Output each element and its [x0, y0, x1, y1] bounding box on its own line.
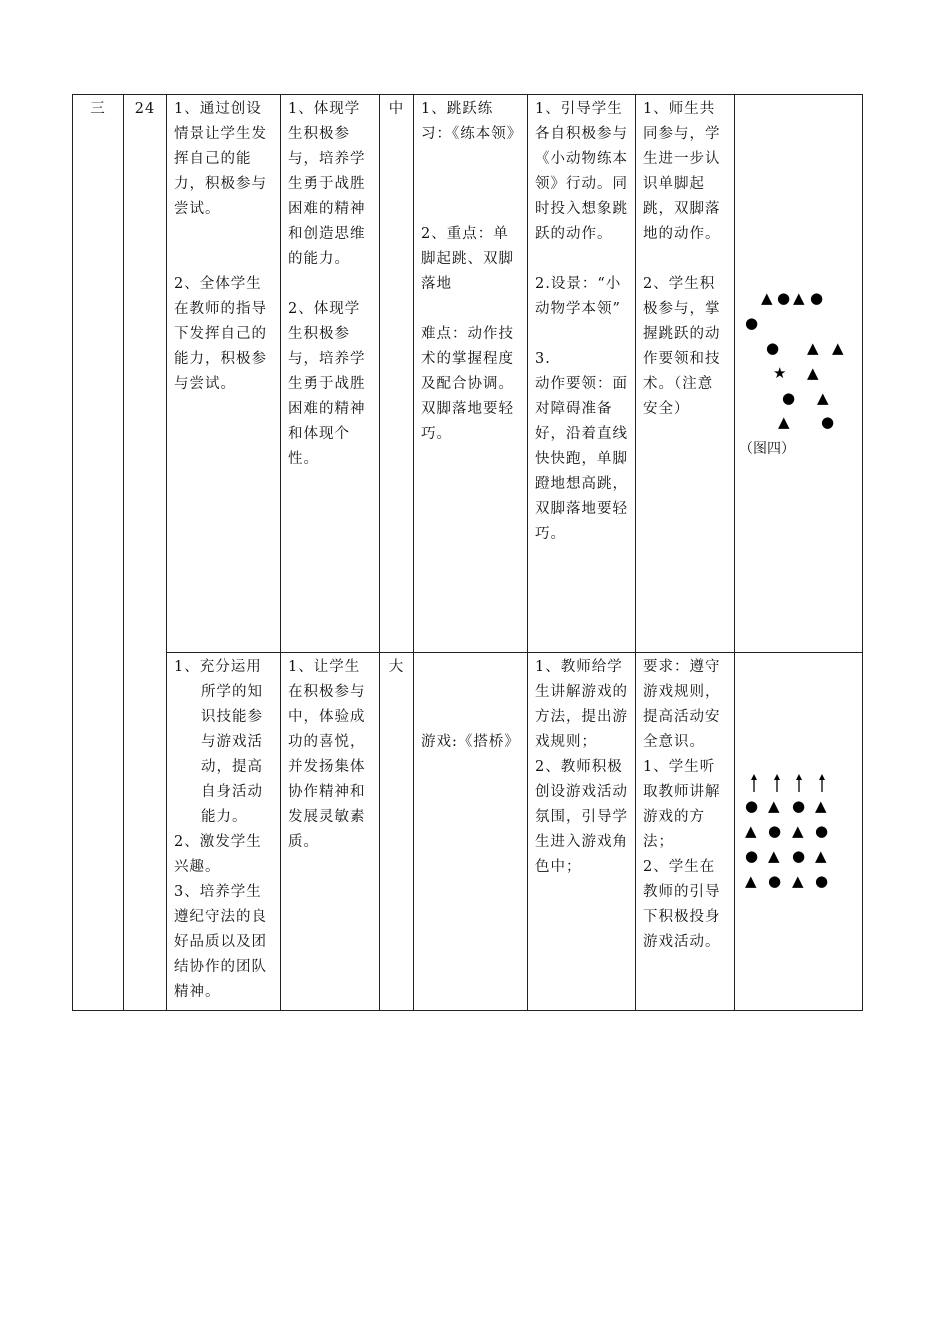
triangle-icon: ▲ — [815, 797, 828, 815]
content-item: 1、跳跃练习：《练本领》 — [421, 101, 523, 142]
triangle-icon: ▲ — [807, 339, 820, 357]
student-item: 2、学生积极参与，掌握跳跃的动作要领和技术。（注意安全） — [643, 276, 721, 417]
objective-item: 1、充分运用所学的知识技能参与游戏活动，提高自身活动能力。 — [174, 659, 263, 825]
triangle-icon: ▲ — [745, 822, 758, 840]
circle-icon: ● — [815, 822, 830, 840]
triangle-icon: ▲ — [778, 413, 791, 431]
student-item: 2、学生在教师的引导下积极投身游戏活动。 — [643, 859, 721, 950]
objective-item: 2、激发学生兴趣。 — [174, 834, 262, 875]
objective-item: 2、全体学生在教师的指导下发挥自己的能力，积极参与尝试。 — [174, 276, 267, 392]
formation-diagram-cell — [735, 95, 863, 653]
teaching-objectives-cell — [167, 95, 281, 653]
formation-diagram-cell — [735, 653, 863, 1011]
triangle-icon: ▲ — [768, 847, 781, 865]
star-icon: ★ — [773, 364, 788, 382]
circle-icon: ● — [745, 797, 760, 815]
teacher-item: 动作要领：面对障碍准备好，沿着直线快快跑，单脚蹬地想高跳，双脚落地要轻巧。 — [535, 376, 628, 542]
section-number: 三 — [73, 95, 124, 1011]
content-item: 难点：动作技术的掌握程度及配合协调。双脚落地要轻巧。 — [421, 326, 514, 442]
arrow-up-icon — [816, 774, 828, 792]
circle-icon: ● — [777, 289, 792, 307]
lesson-plan-table — [72, 94, 863, 1011]
triangle-icon: ▲ — [817, 389, 830, 407]
goals-cell — [281, 95, 380, 653]
student-item: 1、学生听取教师讲解游戏的方法； — [643, 759, 721, 850]
goals-cell — [281, 653, 380, 1011]
triangle-icon: ▲ — [815, 847, 828, 865]
triangle-icon: ▲ — [768, 797, 781, 815]
intensity-cell: 大 — [380, 653, 414, 1011]
teacher-item: 3. — [535, 351, 551, 367]
objective-item: 1、通过创设情景让学生发挥自己的能力，积极参与尝试。 — [174, 101, 267, 217]
circle-icon: ● — [815, 872, 830, 890]
goal-item: 1、体现学生积极参与，培养学生勇于战胜困难的精神和创造思维的能力。 — [288, 101, 366, 267]
triangle-icon: ▲ — [761, 289, 774, 307]
content-item: 游戏:《搭桥》 — [421, 734, 520, 750]
triangle-icon: ▲ — [792, 872, 805, 890]
teacher-item: 1、引导学生各自积极参与《小动物练本领》行动。同时投入想象跳跃的动作。 — [535, 101, 628, 242]
content-item: 2、重点：单脚起跳、双脚落地 — [421, 226, 514, 292]
circle-icon: ● — [766, 339, 781, 357]
teacher-activity-cell — [528, 95, 636, 653]
objective-item: 3、培养学生遵纪守法的良好品质以及团结协作的团队精神。 — [174, 884, 267, 1000]
goal-item: 1、让学生在积极参与中，体验成功的喜悦，并发扬集体协作精神和发展灵敏素质。 — [288, 659, 366, 850]
circle-icon: ● — [792, 847, 807, 865]
student-item: 1、师生共同参与，学生进一步认识单脚起跳，双脚落地的动作。 — [643, 101, 721, 242]
intensity-cell: 中 — [380, 95, 414, 653]
time-minutes: 24 — [124, 95, 167, 1011]
goal-item: 2、体现学生积极参与，培养学生勇于战胜困难的精神和体现个性。 — [288, 301, 366, 467]
teaching-objectives-cell — [167, 653, 281, 1011]
triangle-icon: ▲ — [745, 872, 758, 890]
triangle-icon: ▲ — [792, 822, 805, 840]
figure-caption: （图四） — [739, 441, 795, 457]
table-row — [73, 95, 863, 653]
circle-icon: ● — [782, 389, 797, 407]
teacher-item: 2.设景：“小动物学本领” — [535, 276, 622, 317]
student-activity-cell — [636, 653, 735, 1011]
circle-icon: ● — [768, 872, 783, 890]
content-cell — [414, 95, 528, 653]
circle-icon: ● — [821, 413, 836, 431]
circle-icon: ● — [792, 797, 807, 815]
triangle-icon: ▲ — [832, 339, 845, 357]
circle-icon: ● — [745, 847, 760, 865]
teacher-item: 1、教师给学生讲解游戏的方法，提出游戏规则； — [535, 659, 628, 750]
arrow-up-icon — [771, 774, 783, 792]
circle-icon: ● — [768, 822, 783, 840]
circle-icon: ● — [745, 314, 760, 332]
circle-icon: ● — [810, 289, 825, 307]
table-row — [73, 653, 863, 1011]
arrow-up-icon — [793, 774, 805, 792]
content-cell — [414, 653, 528, 1011]
student-activity-cell — [636, 95, 735, 653]
arrow-up-icon — [748, 774, 760, 792]
teacher-item: 2、教师积极创设游戏活动氛围，引导学生进入游戏角色中； — [535, 759, 628, 875]
student-item: 要求：遵守游戏规则，提高活动安全意识。 — [643, 659, 721, 750]
teacher-activity-cell — [528, 653, 636, 1011]
triangle-icon: ▲ — [807, 364, 820, 382]
triangle-icon: ▲ — [793, 289, 806, 307]
